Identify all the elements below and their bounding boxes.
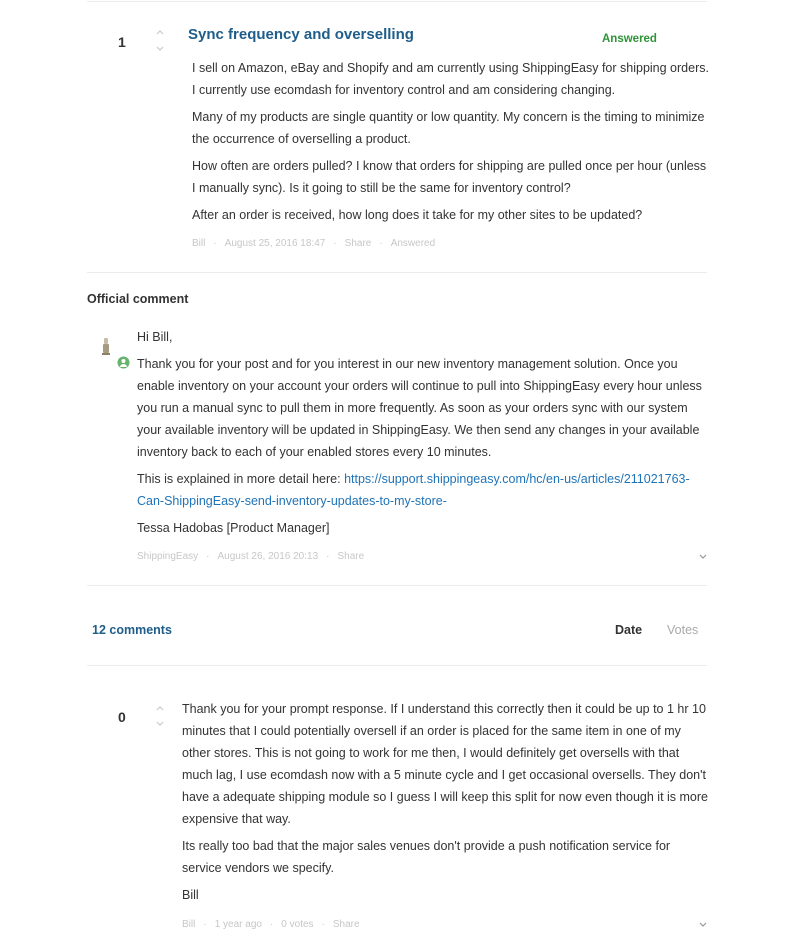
vote-up-icon[interactable] (153, 26, 167, 38)
divider (87, 665, 707, 666)
comment-vote-count: 0 (118, 709, 126, 725)
meta-separator: · (213, 238, 217, 249)
official-comment-meta (137, 551, 364, 562)
comment-signature: Tessa Hadobas [Product Manager] (137, 521, 330, 535)
comment-text: This is explained in more detail here: (137, 472, 345, 486)
comment-body (182, 698, 712, 911)
post-date: August 25, 2016 18:47 (224, 238, 326, 249)
meta-separator: · (321, 919, 325, 930)
question-paragraph: After an order is received, how long does it take for my other sites to be updated? (192, 208, 643, 222)
top-divider (87, 1, 707, 2)
vote-total: 0 votes (281, 919, 314, 930)
question-paragraph: I sell on Amazon, eBay and Shopify and am currently using ShippingEasy for shipping orders. I currently use ecomdash for inventory control and am considering changing. (192, 61, 709, 97)
author-link[interactable]: Bill (182, 919, 196, 930)
meta-separator: · (326, 551, 330, 562)
author-link[interactable]: ShippingEasy (137, 551, 199, 562)
question-body (192, 57, 712, 231)
vote-down-icon[interactable] (153, 717, 167, 729)
comment-paragraph (137, 468, 712, 512)
share-link[interactable]: Share (332, 919, 360, 930)
meta-separator: · (379, 238, 383, 249)
comment-greeting: Hi Bill, (137, 330, 173, 344)
comment-paragraph: Thank you for your prompt response. If I understand this correctly then it could be up to 1 hr 10 minutes that I could potentially oversell if an order is placed for the same item in one of my other stores. This is not going to work for me then, I would definitely get oversells with that much lag, I use ecomdash now with a 5 minute cycle and I get occasional oversells. They don't have a adequate shipping module so I guess I will keep this split for now even though it is more expensive that way. (182, 702, 709, 826)
share-link[interactable]: Share (344, 238, 372, 249)
chevron-down-icon[interactable] (698, 916, 708, 924)
comment-paragraph: Its really too bad that the major sales venues don't provide a push notification service for service vendors we specify. (182, 839, 671, 875)
status-label: Answered (390, 238, 436, 249)
meta-separator: · (333, 238, 337, 249)
comment-paragraph: Thank you for your post and for you interest in our new inventory management solution. Once you enable inventory on your account your orders will continue to pull into ShippingEasy every hour unless you run a manual sync to pull them in more frequently. As soon as your orders sync with our system your available inventory will be updated in ShippingEasy. We then send any changes in your available inventory back to each of your enabled stores every 10 minutes. (137, 357, 702, 459)
post-date: August 26, 2016 20:13 (217, 551, 319, 562)
meta-separator: · (269, 919, 274, 930)
official-comment-body (137, 326, 712, 544)
meta-separator: · (206, 551, 210, 562)
question-paragraph: How often are orders pulled? I know that orders for shipping are pulled once per hour (unless I manually sync). Is it going to still be the same for inventory control? (192, 159, 707, 195)
question-paragraph: Many of my products are single quantity or low quantity. My concern is the timing to minimize the occurrence of overselling a product. (192, 110, 705, 146)
user-avatar[interactable] (99, 336, 113, 356)
answered-badge: Answered (602, 33, 657, 45)
check-circle-icon (117, 356, 130, 369)
vote-up-icon[interactable] (153, 702, 167, 714)
divider (87, 585, 707, 586)
author-link[interactable]: Bill (192, 238, 206, 249)
vote-down-icon[interactable] (153, 42, 167, 54)
comment-meta (182, 919, 360, 930)
sort-by-date-tab[interactable]: Date (615, 623, 643, 637)
official-comment-heading: Official comment (87, 292, 189, 306)
chevron-down-icon[interactable] (698, 548, 708, 556)
comments-count: 12 comments (92, 623, 172, 637)
support-article-link[interactable]: https://support.shippingeasy.com/hc/en-us/articles/211021763-Can-ShippingEasy-send-inventory-updates-to-my-store- (137, 472, 690, 508)
question-title[interactable]: Sync frequency and overselling (188, 26, 414, 43)
divider (87, 272, 707, 273)
meta-separator: · (203, 919, 207, 930)
sort-by-votes-tab[interactable]: Votes (667, 623, 699, 637)
comment-signature: Bill (182, 888, 199, 902)
question-vote-count: 1 (118, 34, 126, 50)
post-date: 1 year ago (214, 919, 262, 930)
question-meta (192, 238, 435, 249)
share-link[interactable]: Share (337, 551, 365, 562)
